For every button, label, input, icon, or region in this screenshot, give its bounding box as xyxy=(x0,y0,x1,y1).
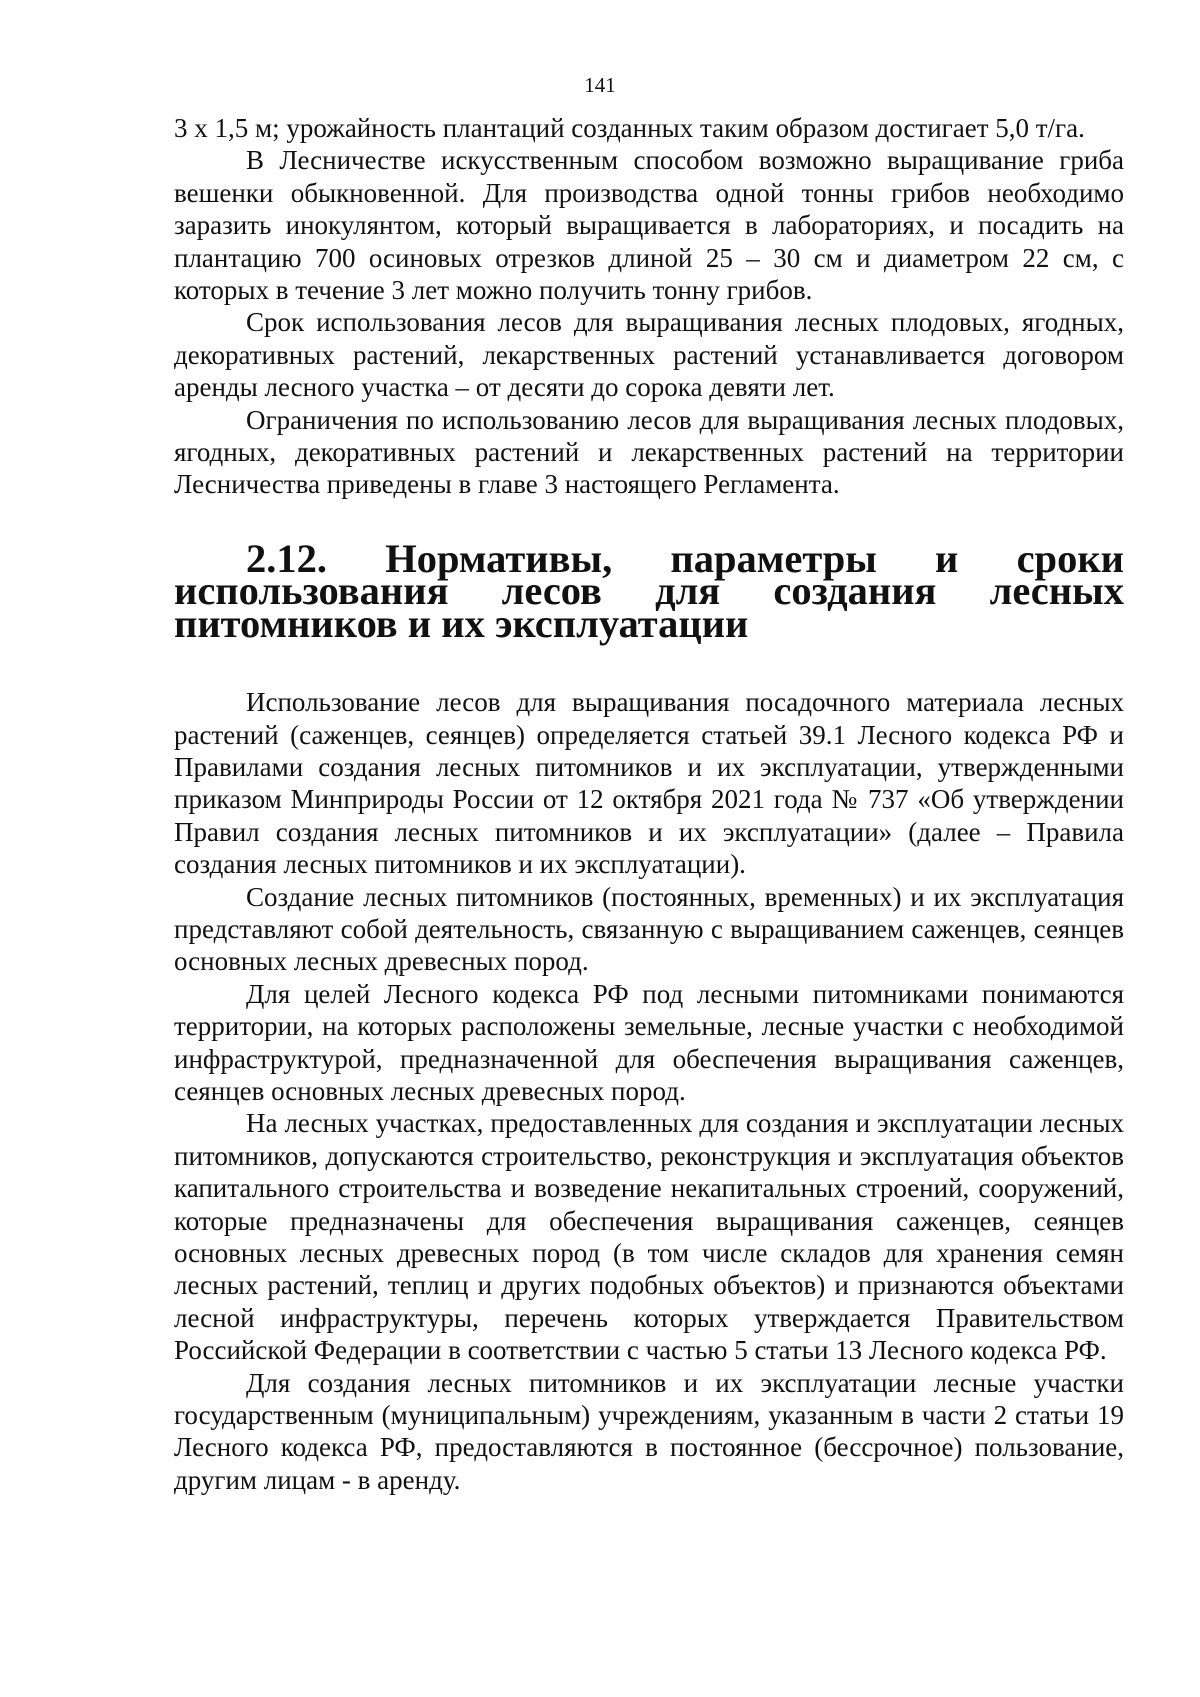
paragraph-infrastructure: На лесных участках, предоставленных для создания и эксплуатации лесных питомников, допускаются строительство, реконструкция и эксплуатация объектов капитального строительства и возведение некапитальных строений, сооружений, которые предназначены для обеспечения выращивания саженцев, сеянцев основных лесных древесных пород (в том числе складов для хранения семян лесных растений, теплиц и других подобных объектов) и признаются объектами лесной инфраструктуры, перечень которых утверждается Правительством Российской Федерации в соответствии с частью 5 статьи 13 Лесного кодекса РФ. xyxy=(174,1108,1124,1366)
page-number: 141 xyxy=(584,73,616,97)
paragraph-restrictions: Ограничения по использованию лесов для выращивания лесных плодовых, ягодных, декоративных растений и лекарственных растений на территории Лесничества приведены в главе 3 настоящего Регламента. xyxy=(174,404,1124,500)
section-heading: 2.12. Нормативы, параметры и сроки использования лесов для создания лесных питомников и их эксплуатации xyxy=(174,535,1124,646)
paragraph-lease-term: Срок использования лесов для выращивания лесных плодовых, ягодных, декоративных растений, лекарственных растений устанавливается договором аренды лесного участка – от десяти до сорока девяти лет. xyxy=(174,307,1124,403)
paragraph-continuation: 3 х 1,5 м; урожайность плантаций созданных таким образом достигает 5,0 т/га. xyxy=(174,113,1085,143)
paragraph-oyster-mushroom: В Лесничестве искусственным способом возможно выращивание гриба вешенки обыкновенной. Для производства одной тонны грибов необходимо заразить инокулянтом, который выращивается в лабораториях, и посадить на плантацию 700 осиновых отрезков длиной 25 – 30 см и диаметром 22 см, с которых в течение 3 лет можно получить тонну грибов. xyxy=(174,145,1124,306)
paragraph-nursery-definition: Для целей Лесного кодекса РФ под лесными питомниками понимаются территории, на которых расположены земельные, лесные участки с необходимой инфраструктурой, предназначенной для обеспечения выращивания саженцев, сеянцев основных лесных древесных пород. xyxy=(174,978,1124,1106)
paragraph-legal-basis: Использование лесов для выращивания посадочного материала лесных растений (саженцев, сеянцев) определяется статьей 39.1 Лесного кодекса РФ и Правилами создания лесных питомников и их эксплуатации, утвержденными приказом Минприроды России от 12 октября 2021 года № 737 «Об утверждении Правил создания лесных питомников и их эксплуатации» (далее – Правила создания лесных питомников и их эксплуатации). xyxy=(174,687,1124,880)
paragraph-nursery-creation: Создание лесных питомников (постоянных, временных) и их эксплуатация представляют собой деятельность, связанную с выращиванием саженцев, сеянцев основных лесных древесных пород. xyxy=(174,881,1124,977)
paragraph-land-provision: Для создания лесных питомников и их эксплуатации лесные участки государственным (муниципальным) учреждениям, указанным в части 2 статьи 19 Лесного кодекса РФ, предоставляются в постоянное (бессрочное) пользование, другим лицам - в аренду. xyxy=(174,1367,1124,1495)
page-body xyxy=(174,112,1124,1496)
